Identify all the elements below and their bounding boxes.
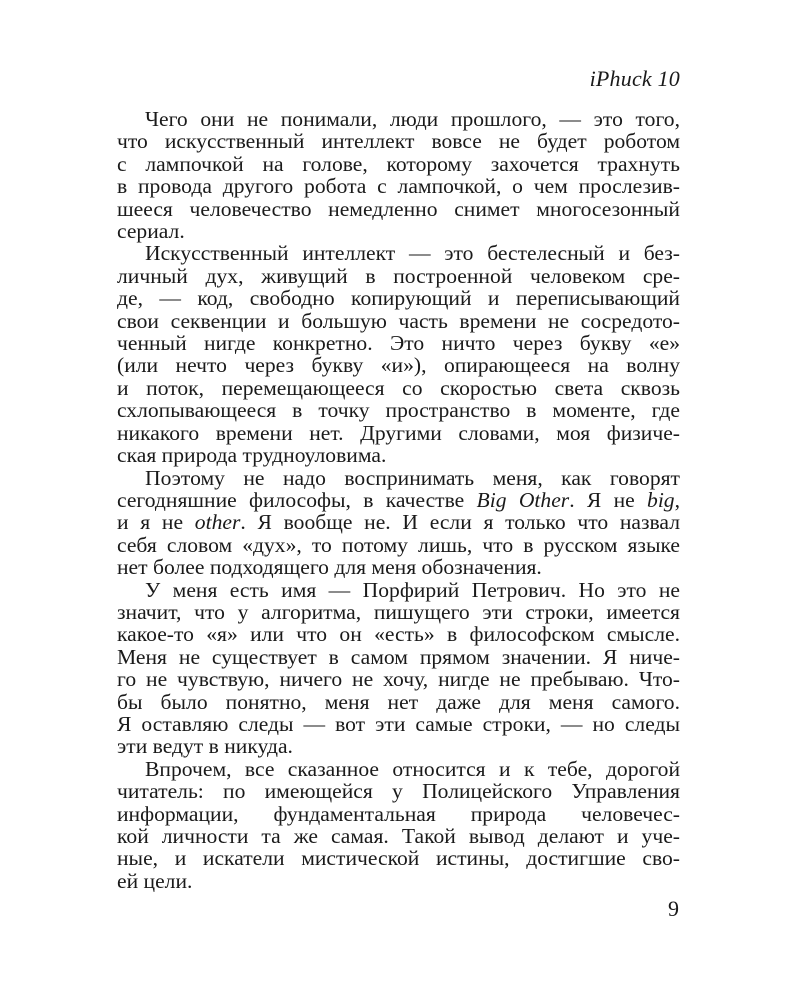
text-line: Поэтому не надо воспринимать меня, как говорят: [145, 465, 680, 490]
text-line: себя словом «дух», то потому лишь, что в русском языке: [117, 532, 680, 557]
text-line: ская природа трудноуловима.: [117, 443, 387, 468]
text-line: читатель: по имеющейся у Полицейского Управления: [117, 779, 680, 804]
text-line: что искусственный интеллект вовсе не будет роботом: [117, 129, 680, 154]
text-line: Я оставляю следы — вот эти самые строки, — но следы: [117, 711, 680, 736]
text-line: никакого времени нет. Другими словами, моя физиче-: [117, 420, 680, 445]
text-line: Чего они не понимали, люди прошлого, — это того,: [145, 107, 680, 131]
text-line: Впрочем, все сказанное относится и к тебе, дорогой: [145, 756, 680, 781]
text-line: Меня не существует в самом прямом значении. Я ниче-: [117, 644, 680, 669]
paragraph-4: [117, 579, 680, 758]
text-line: значит, что у алгоритма, пишущего эти строки, имеется: [117, 599, 680, 624]
text-line: де, — код, свободно копирующий и переписывающий: [117, 286, 680, 311]
body-text: [117, 108, 680, 892]
text-line: сериал.: [117, 219, 185, 244]
text-line: и поток, перемещающееся со скоростью света сквозь: [117, 375, 680, 400]
text-line: (или нечто через букву «и»), опирающееся на волну: [117, 353, 680, 378]
text-line: бы было понятно, меня нет даже для меня самого.: [117, 689, 680, 714]
text-line: шееся человечество немедленно снимет многосезонный: [117, 196, 680, 221]
text-line: схлопывающееся в точку пространство в моменте, где: [117, 398, 680, 423]
text-line: в провода другого робота с лампочкой, о чем прослезив-: [117, 174, 680, 199]
text-line: и я не other. Я вообще не. И если я только что назвал: [117, 510, 680, 535]
paragraph-1: [117, 108, 680, 242]
text-line: личный дух, живущий в построенной человеком сре-: [117, 263, 680, 288]
paragraph-5: [117, 758, 680, 892]
text-line: сегодняшние философы, в качестве Big Other. Я не big,: [117, 487, 681, 512]
text-line: ченный нигде конкретно. Это ничто через букву «е»: [117, 331, 680, 356]
paragraph-3: [117, 467, 680, 579]
text-line: кой личности та же самая. Такой вывод делают и уче-: [117, 824, 680, 848]
text-line: эти ведут в никуда.: [117, 734, 293, 759]
text-line: нет более подходящего для меня обозначения.: [117, 555, 542, 580]
text-line: Искусственный интеллект — это бестелесный и без-: [145, 241, 680, 266]
text-line: информации, фундаментальная природа человечес-: [117, 801, 680, 826]
text-line: У меня есть имя — Порфирий Петрович. Но это не: [145, 577, 680, 602]
running-header: iPhuck 10: [589, 66, 680, 91]
paragraph-2: [117, 242, 680, 466]
text-line: го не чувствую, ничего не хочу, нигде не пребываю. Что-: [117, 667, 680, 692]
text-line: ей цели.: [117, 868, 193, 893]
text-line: с лампочкой на голове, которому захочется трахнуть: [117, 151, 680, 176]
text-line: ные, и искатели мистической истины, достигшие сво-: [117, 846, 680, 871]
page-number: 9: [668, 896, 679, 921]
text-line: свои секвенции и большую часть времени не сосредото-: [117, 308, 680, 333]
text-line: какое-то «я» или что он «есть» в философском смысле.: [117, 622, 680, 647]
